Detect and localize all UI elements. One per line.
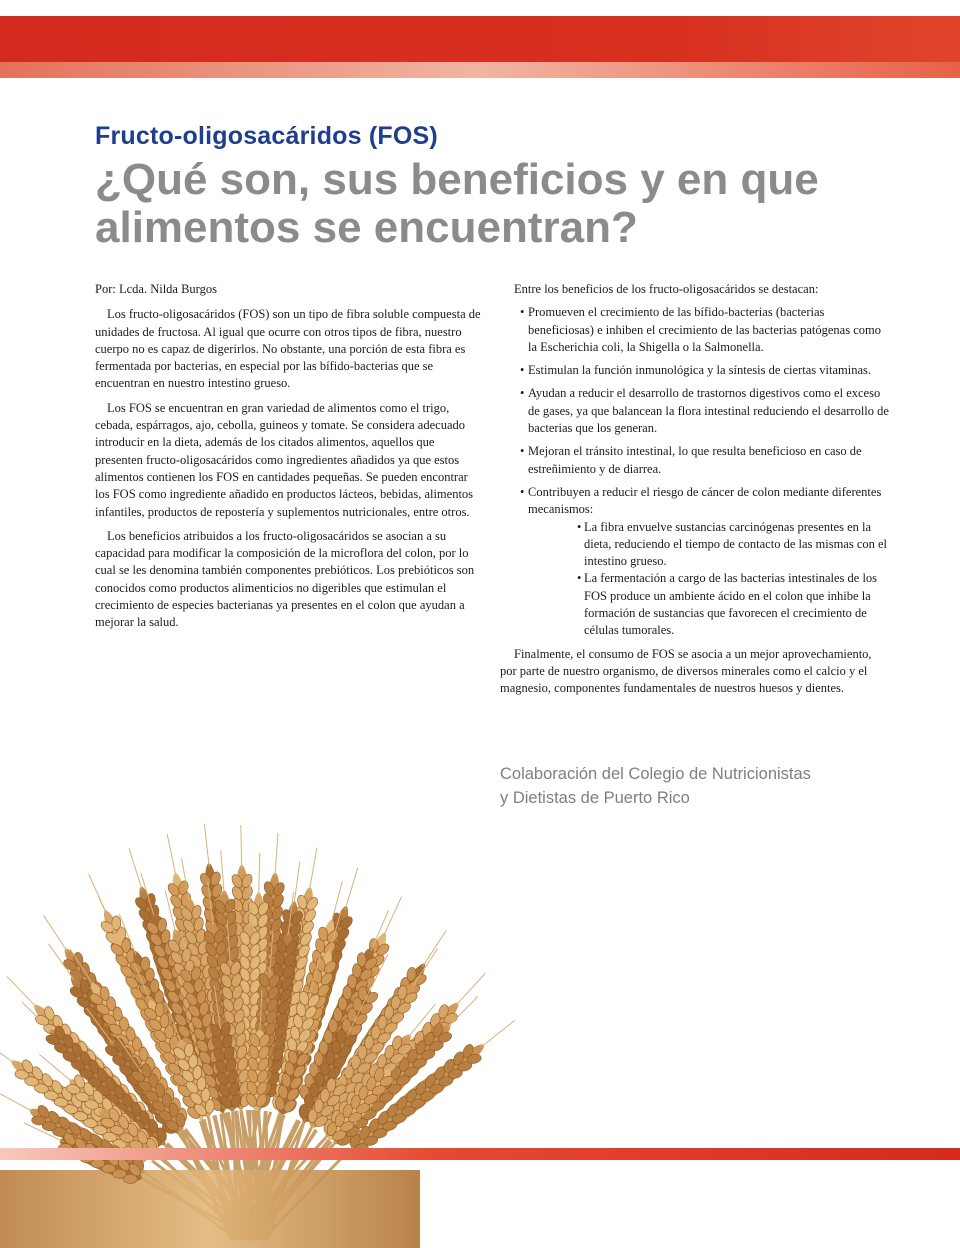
wheat-bundle-image [0, 760, 640, 1248]
byline: Por: Lcda. Nilda Burgos [95, 282, 217, 296]
benefit-item: • Promueven el crecimiento de las bífido-bacterias (bacterias beneficiosas) e inhiben el crecimiento de las bacterias patógenas como la Escherichia coli, la Shigella o la Salmonella. [500, 304, 890, 356]
benefit-item: • Mejoran el tránsito intestinal, lo que resulta beneficioso en caso de estreñimiento y de diarrea. [500, 443, 890, 478]
paragraph-prebiotics: Los beneficios atribuidos a los fructo-oligosacáridos se asocian a su capacidad para modificar la composición de la microflora del colon, por lo cual se les denomina también componentes prebióticos. Los prebióticos son conocidos como productos alimenticios no digeribles que estimulan el crecimiento de especies bacterianas ya presentes en el colon que ayudan a mejorar la salud. [95, 528, 475, 630]
benefit-item-colon-cancer [500, 484, 890, 640]
header-gradient-band [0, 62, 960, 78]
paragraph-foods: Los FOS se encuentran en gran variedad de alimentos como el trigo, cebada, espárragos, ajo, cebolla, guineos y tomate. Se considera adecuado introducir en la dieta, además de los citados alimentos, aquellos que presenten fructo-oligosacáridos como ingredientes añadidos ya que estos alimentos contienen los FOS en cantidades pequeñas. Se pueden encontrar los FOS como ingrediente añadido en productos lácteos, bebidas, alimentos infantiles, productos de repostería y suplementos nutricionales, entre otros. [95, 400, 474, 519]
header-red-band [0, 16, 960, 62]
benefit-item: • Ayudan a reducir el desarrollo de trastornos digestivos como el exceso de gases, ya que balancean la flora intestinal reduciendo el desarrollo de bacterias que los generan. [500, 385, 890, 437]
mechanism-item: • La fermentación a cargo de las bacterias intestinales de los FOS produce un ambiente ácido en el colon que inhibe la formación de sustancias que favorecen el crecimiento de células tumorales. [528, 570, 890, 639]
benefit-item-text: Contribuyen a reducir el riesgo de cáncer de colon mediante diferentes mecanismos: [528, 484, 882, 517]
credit-line-2: y Dietistas de Puerto Rico [500, 789, 690, 807]
benefits-lead: Entre los beneficios de los fructo-oligosacáridos se destacan: [514, 282, 819, 296]
article-headline: ¿Qué son, sus beneficios y en que alimentos se encuentran? [95, 155, 819, 252]
right-column [500, 281, 890, 698]
paragraph-intro: Los fructo-oligosacáridos (FOS) son un tipo de fibra soluble compuesta de unidades de fructosa. Al igual que ocurre con otros tipos de fibra, nuestro cuerpo no es capaz de digerirlos. No obstante, una porción de esta fibra es fermentada por bacterias, en especial por las bífido-bacterias que se encuentran en nuestro intestino grueso. [95, 307, 481, 391]
mechanism-item: • La fibra envuelve sustancias carcinógenas presentes en la dieta, reduciendo el tiempo de contacto de las mismas con el intestino grueso. [528, 519, 890, 571]
benefit-item: • Estimulan la función inmunológica y la síntesis de ciertas vitaminas. [500, 362, 890, 379]
mechanisms-list [528, 519, 890, 640]
left-column [95, 281, 485, 639]
closing-paragraph: Finalmente, el consumo de FOS se asocia a un mejor aprovechamiento, por parte de nuestro organismo, de diversos minerales como el calcio y el magnesio, componentes fundamentales de nuestros huesos y dientes. [500, 646, 872, 696]
credit-line-1: Colaboración del Colegio de Nutricionistas [500, 765, 811, 783]
benefits-list [500, 304, 890, 639]
footer-red-band [0, 1148, 960, 1160]
article-kicker: Fructo-oligosacáridos (FOS) [95, 122, 438, 150]
